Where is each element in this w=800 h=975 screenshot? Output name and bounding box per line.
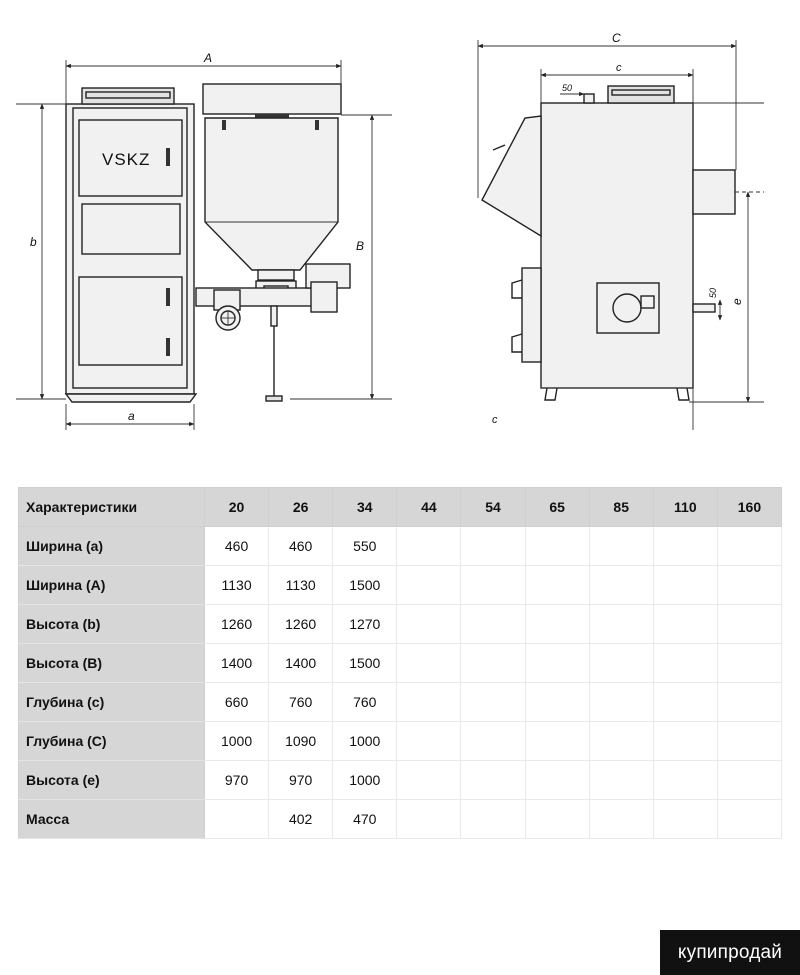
table-cell (525, 800, 589, 839)
table-cell (717, 722, 781, 761)
row-label: Глубина (c) (19, 683, 205, 722)
table-cell (653, 761, 717, 800)
table-cell (525, 566, 589, 605)
table-header-row (19, 488, 782, 527)
table-cell (525, 683, 589, 722)
column-header: 110 (653, 488, 717, 527)
dim-label-c-bottom: c (492, 414, 498, 426)
table-cell: 1400 (205, 644, 269, 683)
column-header: 160 (717, 488, 781, 527)
dim-label-A: A (204, 51, 213, 65)
dim-label-c: c (616, 62, 622, 74)
dim-label-a: a (128, 409, 135, 423)
table-cell (397, 644, 461, 683)
table-cell (589, 605, 653, 644)
table-cell: 1260 (269, 605, 333, 644)
side-view (478, 31, 764, 430)
hopper (205, 118, 338, 270)
table-cell (397, 605, 461, 644)
table-cell (461, 722, 525, 761)
table-cell (525, 605, 589, 644)
table-cell: 660 (205, 683, 269, 722)
table-cell: 460 (205, 527, 269, 566)
table-row (19, 722, 782, 761)
table-cell (653, 566, 717, 605)
table-row (19, 800, 782, 839)
row-label: Высота (e) (19, 761, 205, 800)
table-cell (717, 566, 781, 605)
table-cell: 1000 (333, 722, 397, 761)
table-cell: 1000 (205, 722, 269, 761)
column-header: 26 (269, 488, 333, 527)
table-cell: 970 (269, 761, 333, 800)
table-cell (717, 800, 781, 839)
table-row (19, 566, 782, 605)
table-cell (397, 527, 461, 566)
table-cell (717, 605, 781, 644)
table-cell (717, 683, 781, 722)
table-cell: 1260 (205, 605, 269, 644)
table-cell: 1400 (269, 644, 333, 683)
table-cell (717, 761, 781, 800)
table-cell (653, 683, 717, 722)
table-cell: 460 (269, 527, 333, 566)
table-cell: 470 (333, 800, 397, 839)
table-cell (653, 644, 717, 683)
table-cell: 1000 (333, 761, 397, 800)
table-cell: 760 (333, 683, 397, 722)
table-cell: 402 (269, 800, 333, 839)
side-body (541, 103, 693, 388)
table-cell (461, 605, 525, 644)
table-cell (205, 800, 269, 839)
table-cell: 1090 (269, 722, 333, 761)
brand-label: VSKZ (102, 150, 151, 169)
table-cell (525, 722, 589, 761)
column-header: 85 (589, 488, 653, 527)
flue-pipe (693, 170, 735, 214)
table-cell (653, 527, 717, 566)
row-label: Высота (B) (19, 644, 205, 683)
table-cell (653, 800, 717, 839)
table-cell (525, 761, 589, 800)
technical-drawing (0, 0, 800, 450)
table-cell (397, 761, 461, 800)
table-row (19, 761, 782, 800)
table-cell (461, 683, 525, 722)
table-cell (717, 527, 781, 566)
table-cell (589, 800, 653, 839)
table-cell (589, 527, 653, 566)
table-cell: 970 (205, 761, 269, 800)
table-cell (397, 683, 461, 722)
table-cell (717, 644, 781, 683)
table-cell (461, 761, 525, 800)
dim-label-50-side: 50 (708, 287, 718, 298)
table-row (19, 644, 782, 683)
table-cell (653, 722, 717, 761)
table-cell: 1500 (333, 566, 397, 605)
column-header: Характеристики (19, 488, 205, 527)
dim-label-C: C (612, 31, 621, 45)
dim-label-B: B (356, 239, 365, 253)
table-cell (397, 800, 461, 839)
table-row (19, 683, 782, 722)
table-cell (525, 527, 589, 566)
table-cell (589, 683, 653, 722)
row-label: Ширина (A) (19, 566, 205, 605)
front-view (16, 51, 392, 430)
row-label: Масса (19, 800, 205, 839)
column-header: 20 (205, 488, 269, 527)
table-cell (397, 566, 461, 605)
column-header: 34 (333, 488, 397, 527)
column-header: 54 (461, 488, 525, 527)
table-cell (525, 644, 589, 683)
dim-label-b: b (30, 235, 37, 249)
table-cell (589, 761, 653, 800)
table-row (19, 605, 782, 644)
row-label: Глубина (C) (19, 722, 205, 761)
table-cell (589, 644, 653, 683)
table-cell (589, 566, 653, 605)
row-label: Высота (b) (19, 605, 205, 644)
watermark-badge: купипродай (660, 930, 800, 975)
table-cell (461, 527, 525, 566)
column-header: 44 (397, 488, 461, 527)
table-cell: 550 (333, 527, 397, 566)
table-cell (461, 566, 525, 605)
table-cell (397, 722, 461, 761)
table-cell (461, 800, 525, 839)
hopper-lid (203, 84, 341, 114)
open-hatch (482, 116, 541, 236)
table-cell: 1500 (333, 644, 397, 683)
table-cell (653, 605, 717, 644)
dim-label-50-top: 50 (562, 83, 573, 93)
table-row (19, 527, 782, 566)
table-cell (461, 644, 525, 683)
row-label: Ширина (a) (19, 527, 205, 566)
column-header: 65 (525, 488, 589, 527)
table-cell: 760 (269, 683, 333, 722)
dim-label-e: e (730, 298, 744, 305)
table-cell: 1130 (205, 566, 269, 605)
spec-table (18, 487, 782, 839)
table-cell (589, 722, 653, 761)
table-cell: 1130 (269, 566, 333, 605)
table-cell: 1270 (333, 605, 397, 644)
